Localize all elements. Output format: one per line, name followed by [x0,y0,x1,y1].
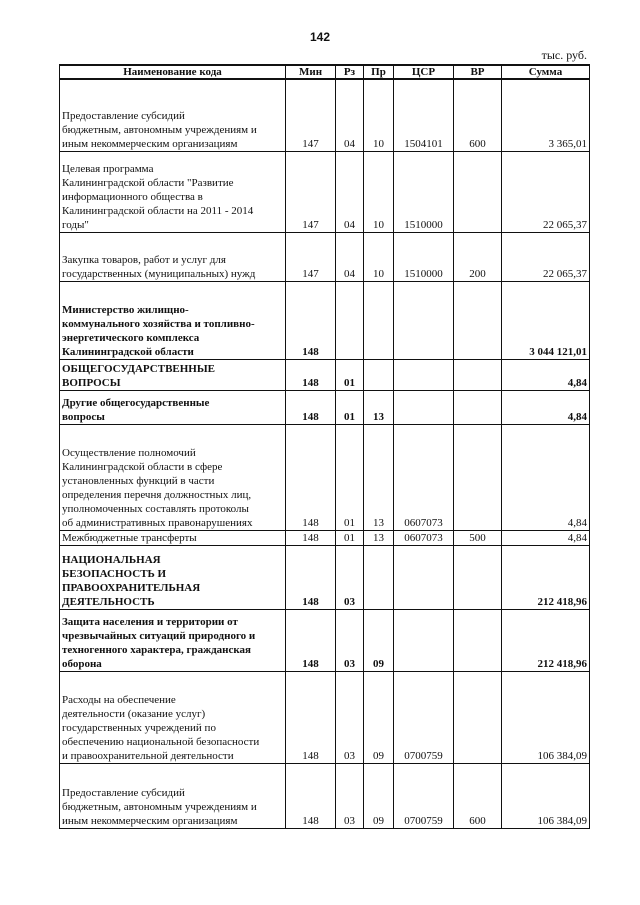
row-name: Предоставление субсидий бюджетным, автономным учреждениям и иным некоммерческим организациям [60,763,286,828]
row-csr: 0700759 [394,763,454,828]
table-row [60,151,590,232]
table-row [60,671,590,763]
row-rz [336,281,364,359]
row-csr: 1510000 [394,151,454,232]
table-row [60,545,590,609]
row-vr [454,609,502,671]
row-sum: 3 365,01 [502,79,590,151]
row-name: Осуществление полномочий Калининградской области в сфере установленных функций в части определения перечня должностных лиц, уполномоченных составлять протоколы об административных правонарушениях [60,424,286,530]
row-pr: 13 [364,390,394,424]
row-min: 147 [286,151,336,232]
row-min: 148 [286,545,336,609]
table-row [60,763,590,828]
row-pr: 09 [364,763,394,828]
header-csr: ЦСР [394,65,454,79]
page-number: 142 [309,30,331,44]
row-rz: 04 [336,151,364,232]
table-row [60,609,590,671]
row-name: Другие общегосударственные вопросы [60,390,286,424]
row-rz: 01 [336,530,364,545]
row-csr: 1504101 [394,79,454,151]
row-vr [454,671,502,763]
row-vr [454,359,502,390]
row-csr [394,281,454,359]
row-csr [394,609,454,671]
row-vr [454,545,502,609]
row-sum: 22 065,37 [502,232,590,281]
row-vr [454,281,502,359]
row-name: Защита населения и территории от чрезвычайных ситуаций природного и техногенного характера, гражданская оборона [60,609,286,671]
row-rz: 01 [336,424,364,530]
row-pr: 09 [364,609,394,671]
header-pr: Пр [364,65,394,79]
row-min: 148 [286,671,336,763]
row-name: ОБЩЕГОСУДАРСТВЕННЫЕ ВОПРОСЫ [60,359,286,390]
row-rz: 04 [336,232,364,281]
table-row [60,281,590,359]
row-sum: 4,84 [502,359,590,390]
row-min: 148 [286,390,336,424]
row-vr [454,390,502,424]
row-vr: 200 [454,232,502,281]
row-min: 148 [286,359,336,390]
row-sum: 106 384,09 [502,763,590,828]
row-csr [394,390,454,424]
row-sum: 4,84 [502,424,590,530]
row-csr: 1510000 [394,232,454,281]
row-pr: 09 [364,671,394,763]
row-pr: 10 [364,79,394,151]
row-pr [364,359,394,390]
row-csr: 0607073 [394,424,454,530]
row-sum: 4,84 [502,530,590,545]
row-sum: 212 418,96 [502,545,590,609]
row-pr: 13 [364,424,394,530]
row-sum: 22 065,37 [502,151,590,232]
row-pr: 10 [364,151,394,232]
row-sum: 212 418,96 [502,609,590,671]
row-min: 148 [286,281,336,359]
header-vr: ВР [454,65,502,79]
table-header-row [60,65,590,79]
row-sum: 106 384,09 [502,671,590,763]
row-min: 147 [286,79,336,151]
row-vr: 600 [454,79,502,151]
table-row [60,79,590,151]
header-min: Мин [286,65,336,79]
row-sum: 4,84 [502,390,590,424]
row-rz: 03 [336,609,364,671]
row-pr [364,545,394,609]
row-min: 147 [286,232,336,281]
row-rz: 03 [336,545,364,609]
row-pr [364,281,394,359]
row-csr: 0700759 [394,671,454,763]
row-vr: 600 [454,763,502,828]
row-min: 148 [286,530,336,545]
row-csr [394,359,454,390]
row-rz: 03 [336,671,364,763]
table-row [60,390,590,424]
table-row [60,424,590,530]
row-csr [394,545,454,609]
row-name: НАЦИОНАЛЬНАЯ БЕЗОПАСНОСТЬ И ПРАВООХРАНИТЕЛЬНАЯ ДЕЯТЕЛЬНОСТЬ [60,545,286,609]
row-sum: 3 044 121,01 [502,281,590,359]
row-vr [454,151,502,232]
header-rz: Рз [336,65,364,79]
table-row [60,232,590,281]
row-min: 148 [286,609,336,671]
row-min: 148 [286,424,336,530]
header-sum: Сумма [502,65,590,79]
table-row [60,359,590,390]
row-pr: 10 [364,232,394,281]
row-rz: 03 [336,763,364,828]
row-rz: 01 [336,390,364,424]
row-vr [454,424,502,530]
budget-table [59,64,590,829]
row-min: 148 [286,763,336,828]
table-row [60,530,590,545]
row-name: Предоставление субсидий бюджетным, автономным учреждениям и иным некоммерческим организациям [60,79,286,151]
row-pr: 13 [364,530,394,545]
row-rz: 04 [336,79,364,151]
row-rz: 01 [336,359,364,390]
row-name: Целевая программа Калининградской области "Развитие информационного общества в Калининградской области на 2011 - 2014 годы" [60,151,286,232]
row-vr: 500 [454,530,502,545]
row-name: Министерство жилищно- коммунального хозяйства и топливно- энергетического комплекса Калининградской области [60,281,286,359]
row-csr: 0607073 [394,530,454,545]
row-name: Закупка товаров, работ и услуг для государственных (муниципальных) нужд [60,232,286,281]
header-name: Наименование кода [60,65,286,79]
row-name: Межбюджетные трансферты [60,530,286,545]
row-name: Расходы на обеспечение деятельности (оказание услуг) государственных учреждений по обеспечению национальной безопасности и правоохранительной деятельности [60,671,286,763]
units-label: тыс. руб. [541,48,587,62]
